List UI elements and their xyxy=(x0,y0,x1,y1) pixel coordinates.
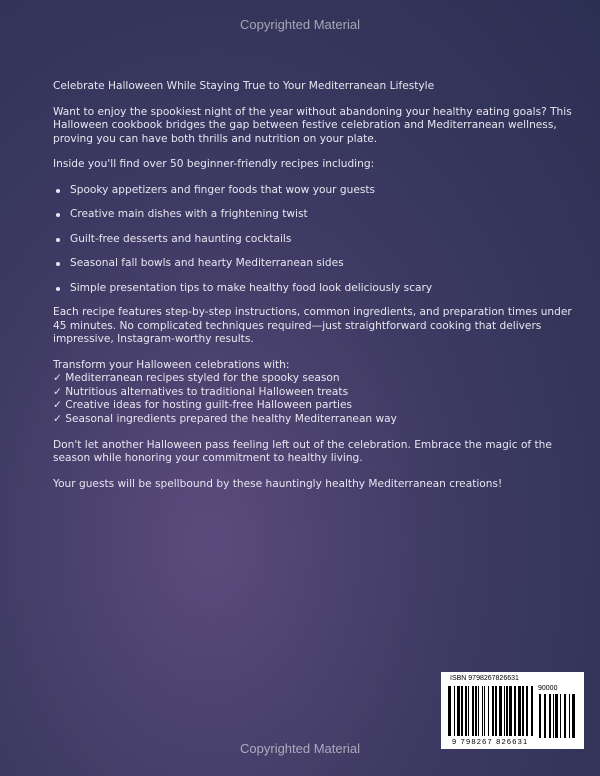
features-paragraph: Each recipe features step-by-step instructions, common ingredients, and preparation times under 45 minutes. No complicated techniques required—just straightforward cooking that delivers impressive, Instagram-worthy results. xyxy=(53,305,572,346)
barcode-bars-icon xyxy=(448,686,534,736)
isbn-barcode xyxy=(441,672,584,749)
closing-paragraph: Don't let another Halloween pass feeling left out of the celebration. Embrace the magic of the season while honoring your commitment to healthy living. xyxy=(53,438,552,465)
addon-number: 90000 xyxy=(538,685,558,692)
checklist xyxy=(53,359,583,427)
isbn-digits: 9 798267 826631 xyxy=(452,737,529,746)
list-item: Simple presentation tips to make healthy food look deliciously scary xyxy=(53,282,583,296)
check-item: ✓ Creative ideas for hosting guilt-free Halloween parties xyxy=(53,399,353,412)
inside-lead: Inside you'll find over 50 beginner-friendly recipes including: xyxy=(53,158,375,171)
list-item: Guilt-free desserts and haunting cocktails xyxy=(53,233,583,247)
copyright-watermark-bottom: Copyrighted Material xyxy=(240,741,360,756)
intro-paragraph: Want to enjoy the spookiest night of the year without abandoning your healthy eating goals? This Halloween cookbook bridges the gap between festive celebration and Mediterranean wellness, proving you can have both thrills and nutrition on your plate. xyxy=(53,105,572,145)
final-line: Your guests will be spellbound by these hauntingly healthy Mediterranean creations! xyxy=(53,477,503,490)
check-item: ✓ Nutritious alternatives to traditional Halloween treats xyxy=(53,385,349,398)
list-item: Creative main dishes with a frightening twist xyxy=(53,208,583,222)
recipe-list xyxy=(53,184,583,295)
list-item: Seasonal fall bowls and hearty Mediterranean sides xyxy=(53,257,583,271)
transform-lead: Transform your Halloween celebrations with: xyxy=(53,358,290,371)
heading: Celebrate Halloween While Staying True to Your Mediterranean Lifestyle xyxy=(53,80,435,92)
check-item: ✓ Seasonal ingredients prepared the healthy Mediterranean way xyxy=(53,413,397,426)
check-item: ✓ Mediterranean recipes styled for the spooky season xyxy=(53,372,340,385)
copyright-watermark-top: Copyrighted Material xyxy=(240,17,360,32)
addon-barcode-icon xyxy=(539,694,577,738)
list-item: Spooky appetizers and finger foods that wow your guests xyxy=(53,184,583,198)
isbn-label: ISBN 9798267826631 xyxy=(450,675,519,682)
back-cover-text xyxy=(53,80,583,491)
